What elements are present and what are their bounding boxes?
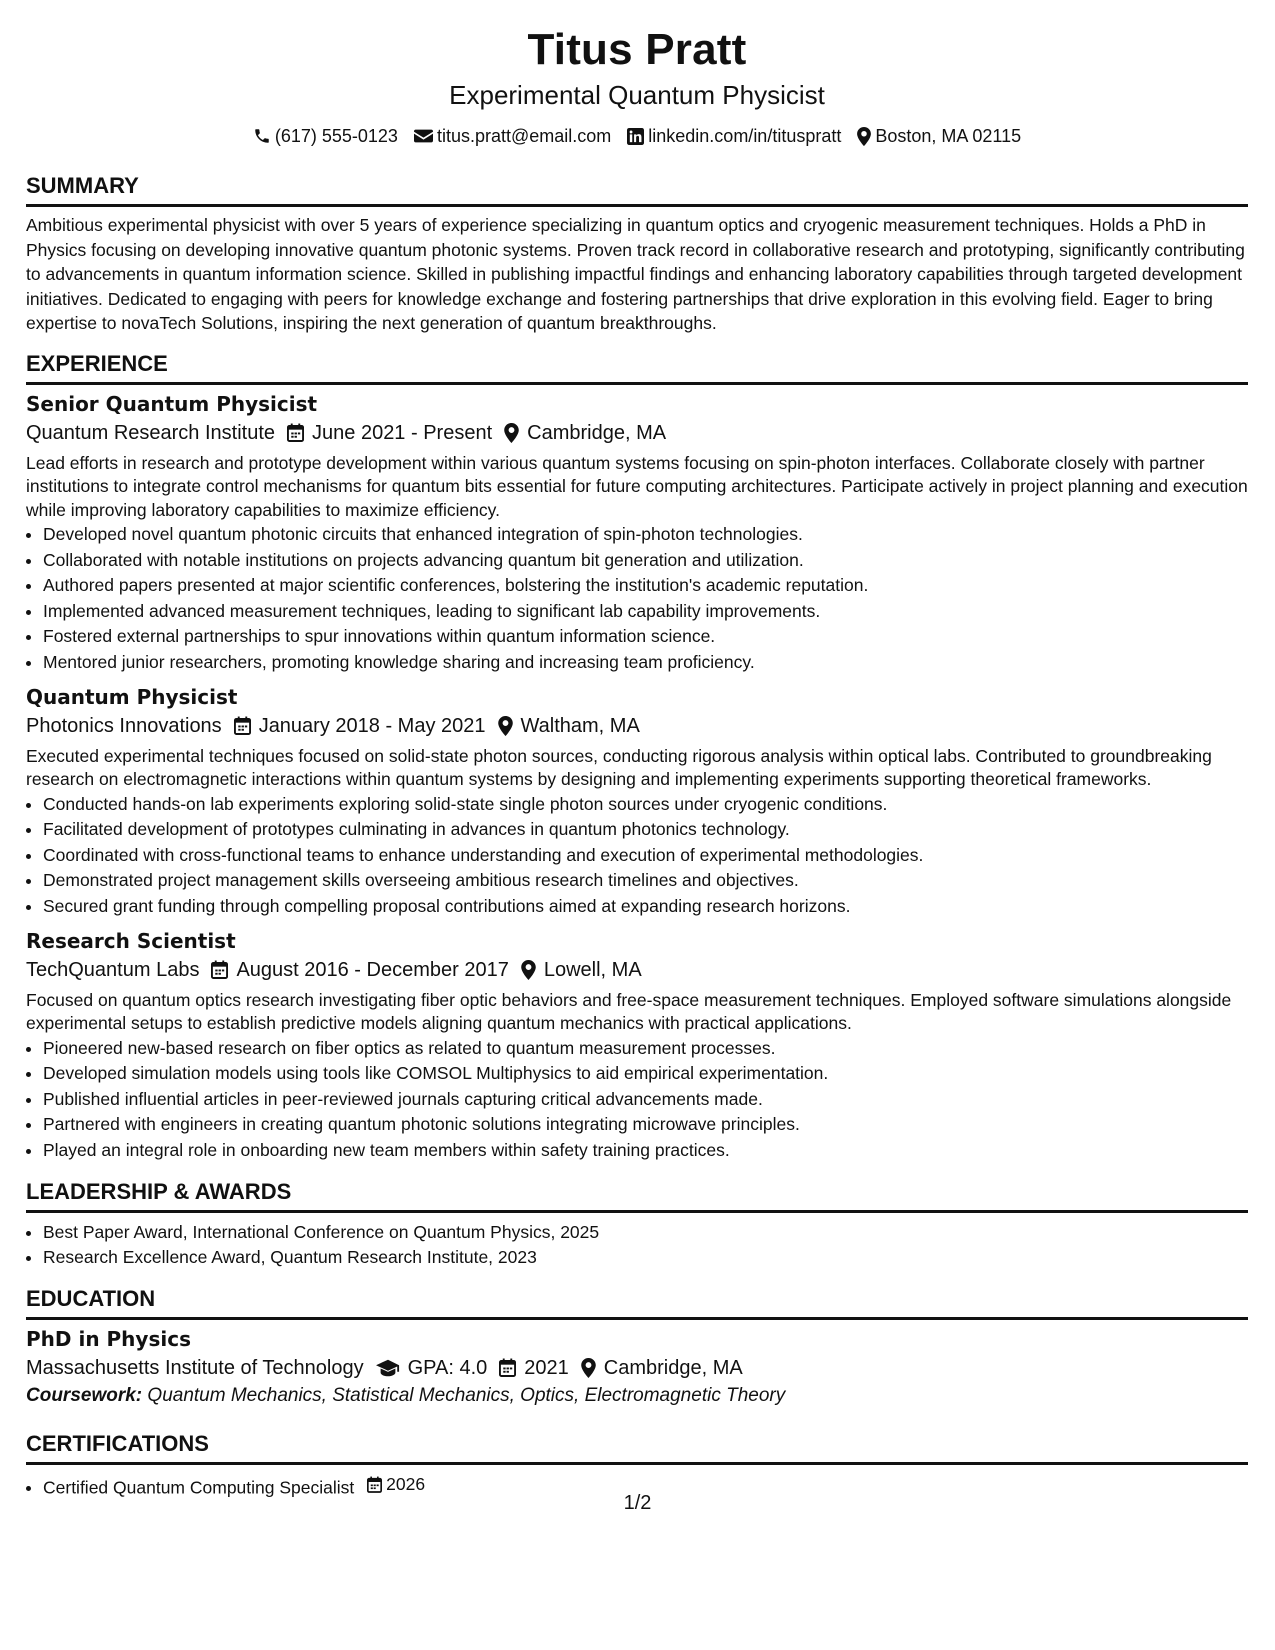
job-description: Focused on quantum optics research investigating fiber optic behaviors and free-space measurement techniques. Employed software simulations alongside experimental setups to establish predictive models aligning quantum mechanics with practical applications. — [26, 989, 1232, 1034]
job-description: Lead efforts in research and prototype development within various quantum systems focusing on spin-photon interfaces. Collaborate closely with partner institutions to integrate control mechanisms for quantum bits essential for future computing architectures. Participate actively in project planning and execution while improving laboratory capabilities to maximize efficiency. — [26, 452, 1248, 520]
job-title: Senior Quantum Physicist — [26, 391, 318, 416]
job-title: Research Scientist — [26, 928, 236, 953]
list-item: • Developed novel quantum photonic circuits that enhanced integration of spin-photon technologies. — [43, 522, 1248, 548]
job-location — [498, 712, 640, 740]
job-meta — [26, 419, 1248, 447]
job-dates-text: January 2018 - May 2021 — [258, 714, 486, 737]
summary-heading: SUMMARY — [26, 172, 1248, 207]
summary-text: Ambitious experimental physicist with over 5 years of experience specializing in quantum optics and cryogenic measurement techniques. Holds a PhD in Physics focusing on developing innovative quantum photonic systems. Proven track record in collaborative research and prototyping, significantly contributing to advancements in quantum information science. Skilled in publishing impactful findings and enhancing laboratory capabilities through targeted development initiatives. Dedicated to engaging with peers for knowledge exchange and fostering partnerships that drive exploration in this evolving field. Eager to bring expertise to novaTech Solutions, inspiring the next generation of quantum breakthroughs. — [26, 215, 1245, 333]
gpa-text: GPA: 4.0 — [407, 1356, 488, 1379]
calendar-icon — [211, 960, 228, 979]
job-location — [521, 956, 642, 984]
calendar-icon — [234, 716, 251, 735]
job-description: Executed experimental techniques focused on solid-state photon sources, conducting rigorous analysis within optical labs. Contributed to groundbreaking research on electromagnetic interactions within quantum systems by designing and implementing experiments supporting theoretical frameworks. — [26, 745, 1212, 790]
contact-linkedin[interactable] — [627, 124, 841, 148]
envelope-icon — [414, 128, 433, 144]
list-item: • Demonstrated project management skills overseeing ambitious research timelines and objectives. — [43, 868, 1248, 894]
job-dates-text: August 2016 - December 2017 — [236, 958, 509, 981]
job-entry — [26, 928, 1248, 1164]
map-pin-icon — [581, 1358, 596, 1378]
job-location-text: Lowell, MA — [543, 958, 642, 981]
page-number: 1/2 — [623, 1492, 652, 1514]
job-bullets — [26, 1036, 1248, 1164]
list-item: • Conducted hands-on lab experiments exploring solid-state single photon sources under cryogenic conditions. — [43, 792, 1248, 818]
list-item: • Research Excellence Award, Quantum Research Institute, 2023 — [43, 1245, 1248, 1271]
certifications-section — [26, 1430, 1248, 1501]
awards-heading: LEADERSHIP & AWARDS — [26, 1178, 1248, 1213]
list-item: • Partnered with engineers in creating quantum photonic solutions integrating microwave principles. — [43, 1112, 1248, 1138]
education-location — [581, 1354, 743, 1382]
calendar-icon — [287, 423, 304, 442]
email-text: titus.pratt@email.com — [436, 126, 612, 146]
coursework-text: Quantum Mechanics, Statistical Mechanics, Optics, Electromagnetic Theory — [147, 1384, 786, 1406]
job-dates — [211, 956, 508, 984]
job-dates-text: June 2021 - Present — [312, 421, 493, 444]
list-item: • Played an integral role in onboarding new team members within safety training practices. — [43, 1138, 1248, 1164]
map-pin-icon — [857, 127, 871, 146]
list-item: • Authored papers presented at major scientific conferences, bolstering the institution's academic reputation. — [43, 573, 1248, 599]
graduation-cap-icon — [376, 1359, 400, 1377]
job-meta — [26, 956, 1248, 984]
job-dates — [287, 419, 492, 447]
calendar-icon — [499, 1358, 516, 1377]
job-title: Quantum Physicist — [26, 684, 238, 709]
awards-list — [26, 1220, 1248, 1271]
contact-location — [857, 124, 1021, 148]
education-gpa — [376, 1354, 488, 1382]
coursework-line — [26, 1382, 1248, 1410]
map-pin-icon — [504, 423, 519, 443]
job-company: TechQuantum Labs — [26, 958, 200, 981]
coursework-label: Coursework: — [26, 1384, 143, 1406]
list-item: • Fostered external partnerships to spur innovations within quantum information science. — [43, 624, 1248, 650]
job-entry — [26, 391, 1248, 676]
list-item: • Mentored junior researchers, promoting knowledge sharing and increasing team proficiency. — [43, 650, 1248, 676]
job-bullets — [26, 792, 1248, 920]
list-item: • Pioneered new-based research on fiber optics as related to quantum measurement processes. — [43, 1036, 1248, 1062]
contact-bar — [26, 124, 1248, 148]
list-item: • Coordinated with cross-functional teams to enhance understanding and execution of experimental methodologies. — [43, 843, 1248, 869]
resume-page — [26, 0, 1248, 1501]
education-section — [26, 1285, 1248, 1410]
contact-email[interactable] — [414, 124, 611, 148]
job-company: Quantum Research Institute — [26, 421, 276, 444]
certification-year: 2026 — [386, 1473, 426, 1494]
education-year — [499, 1354, 569, 1382]
list-item: • Secured grant funding through compelling proposal contributions aimed at expanding research horizons. — [43, 894, 1248, 920]
list-item: • Implemented advanced measurement techniques, leading to significant lab capability improvements. — [43, 599, 1248, 625]
job-entry — [26, 684, 1248, 920]
phone-icon — [253, 127, 271, 145]
year-text: 2021 — [524, 1356, 569, 1379]
list-item: • Published influential articles in peer-reviewed journals capturing critical advancements made. — [43, 1087, 1248, 1113]
map-pin-icon — [498, 716, 513, 736]
contact-phone[interactable] — [253, 124, 398, 148]
awards-section — [26, 1178, 1248, 1271]
experience-section — [26, 350, 1248, 1164]
phone-text: (617) 555-0123 — [274, 126, 398, 146]
school-name: Massachusetts Institute of Technology — [26, 1356, 364, 1379]
resume-header — [26, 24, 1248, 148]
experience-heading: EXPERIENCE — [26, 350, 1248, 385]
job-location-text: Cambridge, MA — [527, 421, 667, 444]
candidate-name: Titus Pratt — [527, 25, 747, 74]
certification-name: Certified Quantum Computing Specialist — [43, 1476, 355, 1497]
job-location — [504, 419, 666, 447]
calendar-icon — [367, 1476, 382, 1493]
certifications-heading: CERTIFICATIONS — [26, 1430, 1248, 1465]
candidate-title: Experimental Quantum Physicist — [449, 80, 825, 110]
list-item: • Best Paper Award, International Conference on Quantum Physics, 2025 — [43, 1220, 1248, 1246]
job-location-text: Waltham, MA — [520, 714, 640, 737]
job-meta — [26, 712, 1248, 740]
location-text: Boston, MA 02115 — [875, 126, 1022, 146]
degree-title: PhD in Physics — [26, 1326, 191, 1351]
education-heading: EDUCATION — [26, 1285, 1248, 1320]
map-pin-icon — [521, 960, 536, 980]
list-item: • Developed simulation models using tools like COMSOL Multiphysics to aid empirical experimentation. — [43, 1061, 1248, 1087]
list-item: • Facilitated development of prototypes culminating in advances in quantum photonics technology. — [43, 817, 1248, 843]
job-dates — [234, 712, 486, 740]
summary-section — [26, 172, 1248, 336]
education-meta — [26, 1354, 1248, 1382]
education-location-text: Cambridge, MA — [603, 1356, 743, 1379]
job-company: Photonics Innovations — [26, 714, 222, 737]
linkedin-text: linkedin.com/in/tituspratt — [648, 126, 842, 146]
list-item: • Collaborated with notable institutions on projects advancing quantum bit generation and utilization. — [43, 548, 1248, 574]
job-bullets — [26, 522, 1248, 676]
linkedin-icon — [627, 128, 644, 145]
